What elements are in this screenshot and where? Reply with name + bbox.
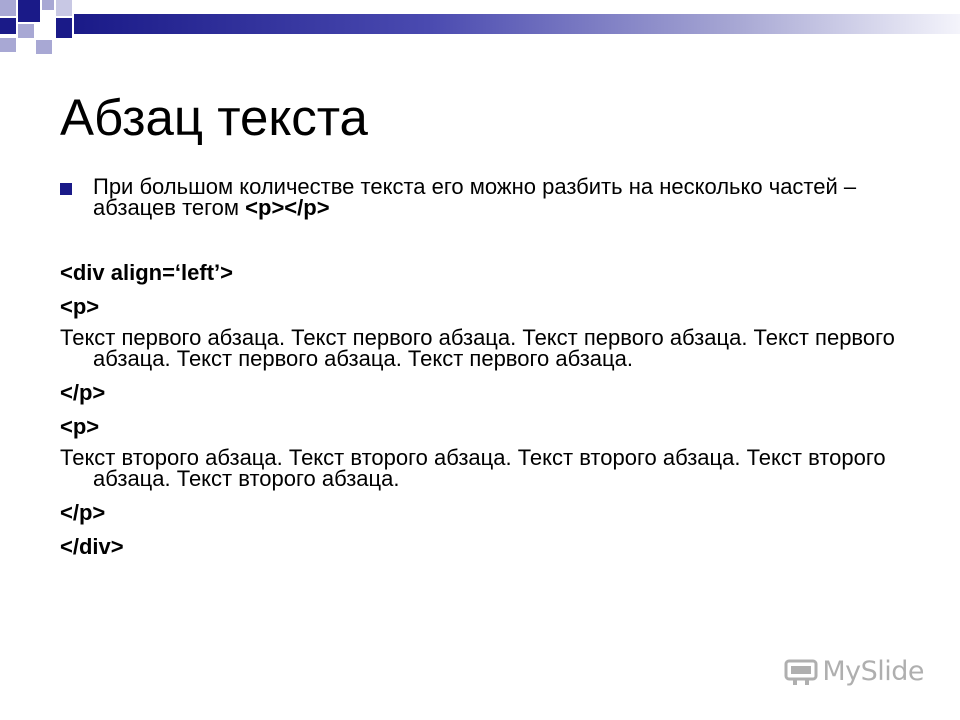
code-p-close-1: </p> — [60, 380, 106, 405]
code-example — [60, 262, 930, 557]
bullet-text-prefix: При большом количестве текста его можно разбить на несколько частей – абзацев тегом — [93, 174, 857, 220]
code-paragraph-1: Текст первого абзаца. Текст первого абзаца. Текст первого абзаца. Текст первого абзаца. Текст первого абзаца. Текст первого абзаца. — [60, 325, 895, 371]
corner-square-4 — [56, 0, 72, 16]
corner-square-8 — [0, 38, 16, 52]
code-div-open: <div align=‘left’> — [60, 260, 234, 285]
slide-title: Абзац текста — [60, 89, 368, 146]
top-gradient-bar — [74, 14, 960, 34]
corner-square-6 — [18, 24, 34, 38]
bullet-item — [60, 176, 920, 218]
code-div-close: </div> — [60, 534, 124, 559]
corner-square-1 — [0, 0, 16, 16]
code-p-open-2: <p> — [60, 414, 100, 439]
corner-square-3 — [42, 0, 54, 10]
bullet-text — [93, 176, 920, 218]
bullet-square-icon — [60, 183, 72, 195]
corner-square-7 — [56, 18, 72, 38]
watermark-text: MySlide — [822, 656, 924, 687]
myslide-watermark — [784, 656, 924, 687]
code-p-open-1: <p> — [60, 294, 100, 319]
corner-square-5 — [0, 18, 16, 34]
code-p-close-2: </p> — [60, 500, 106, 525]
corner-square-2 — [18, 0, 40, 22]
code-paragraph-2: Текст второго абзаца. Текст второго абзаца. Текст второго абзаца. Текст второго абзаца. Текст второго абзаца. — [60, 445, 886, 491]
bullet-tag: <p></p> — [245, 195, 330, 220]
myslide-logo-icon — [784, 657, 818, 687]
corner-square-9 — [36, 40, 52, 54]
